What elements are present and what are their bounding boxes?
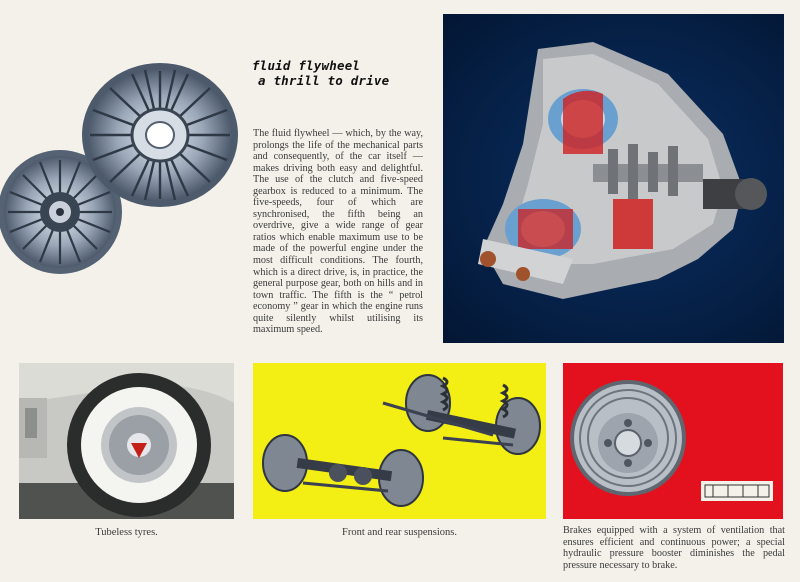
suspension-assembly-photo [253, 363, 546, 519]
front-suspension-assembly [263, 435, 423, 506]
flywheel-front-disc [82, 63, 238, 207]
heading-line-2: a thrill to drive [258, 73, 390, 88]
caption-tyres: Tubeless tyres. [95, 527, 158, 538]
body-paragraph: The fluid flywheel — which, by the way, prolongs the life of the mechanical parts and consequently, of the car itself — makes driving both easy and delightful. The use of the clutch and five-speed gearbox is reduced to a minimum. The five-speeds, four of which are synchronised, the fifth being an overdrive, give a wide range of gear ratios which enable maximum use to be made of the powerful engine under the most difficult conditions. The fourth, which is a direct drive, is, in practice, the general purpose gear, both on hills and in town traffic. The fifth is the “ petrol economy ” gear in which the engine runs quite silently whilst utilising its maximum speed. [253, 128, 423, 336]
rear-suspension-assembly [383, 375, 540, 454]
brake-booster-diagram [701, 481, 773, 501]
gearbox-cutaway-photo [443, 14, 784, 343]
caption-brakes: Brakes equipped with a system of ventilation that ensures efficient and continuous power; a special hydraulic pressure booster diminishes the pedal pressure necessary to brake. [563, 525, 785, 571]
brake-drum-photo [563, 363, 783, 519]
tubeless-tyre-photo [19, 363, 234, 519]
section-heading [252, 58, 432, 88]
fluid-flywheel-illustration [0, 60, 245, 285]
heading-line-1: fluid flywheel [252, 58, 361, 73]
caption-suspensions: Front and rear suspensions. [342, 527, 457, 538]
